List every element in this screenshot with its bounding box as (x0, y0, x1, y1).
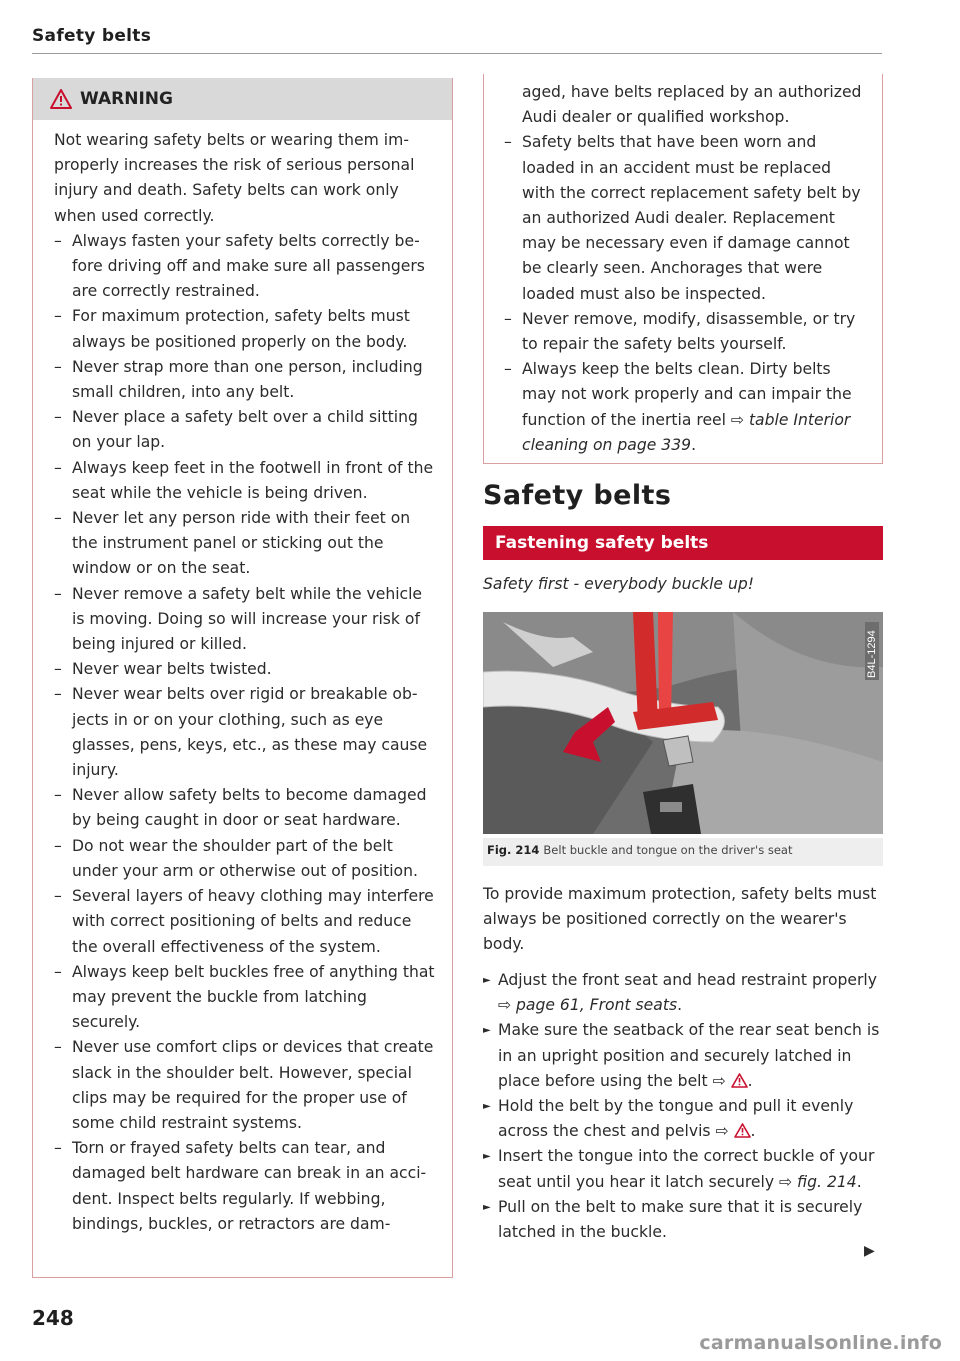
subsection-title (483, 526, 883, 560)
step-item (483, 1094, 883, 1144)
page-header: Safety belts (32, 26, 152, 46)
warning-item: – Torn or frayed safety belts can tear, and damaged belt hardware can break in an accident. Inspect belts regularly. If webbing, bindings, buckles, or retractors are dam- (54, 1136, 435, 1237)
warning-item: – Never remove a safety belt while the vehicle is moving. Doing so will increase your risk of being injured or killed. (54, 582, 435, 658)
instruction-steps (483, 968, 883, 1245)
intro-text: Safety first - everybody buckle up! (483, 575, 754, 593)
step-end: . (856, 1172, 862, 1191)
warning-item (504, 357, 868, 458)
warning-continued-text: aged, have belts replaced by an authorized Audi dealer or qualified workshop. (522, 83, 862, 127)
warning-title: WARNING (80, 89, 173, 109)
seatbelt-illustration (483, 612, 883, 834)
step-text: Adjust the front seat and head restraint properly (498, 971, 877, 989)
warning-item: – Safety belts that have been worn and loaded in an accident must be replaced with the correct replacement safety belt by an authorized Audi dealer. Replacement may be necessary even if damage cannot be clearly seen. Anchorages that were loaded must also be inspected. (504, 130, 868, 306)
warning-item: – Never remove, modify, disassemble, or try to repair the safety belts yourself. (504, 307, 868, 357)
section-title: Safety belts (483, 480, 672, 511)
warning-item: – Always keep belt buckles free of anything that may prevent the buckle from latching securely. (54, 960, 435, 1036)
warning-item: – Always keep feet in the footwell in front of the seat while the vehicle is being driven. (54, 456, 435, 506)
item-text: Always keep the belts clean. Dirty belts may not work properly and can impair the function of the inertia reel (522, 360, 852, 429)
header-rule (32, 53, 882, 54)
step-item (483, 1144, 883, 1194)
step-text: Insert the tongue into the correct buckle of your seat until you hear it latch securely (498, 1147, 875, 1191)
warning-box (32, 78, 453, 1278)
step-text: Make sure the seatback of the rear seat bench is in an upright position and securely latched in place before using the belt ⇨ (498, 1021, 880, 1090)
item-end: . (691, 435, 697, 454)
warning-continued-list (504, 130, 868, 458)
step-end: . (677, 996, 683, 1015)
cross-reference-link[interactable]: ⇨ page 61, Front seats (498, 996, 678, 1015)
warning-triangle-icon[interactable] (734, 1123, 751, 1138)
warning-triangle-icon (50, 89, 72, 109)
page-number: 248 (32, 1306, 74, 1330)
warning-item: – Always fasten your safety belts correctly before driving off and make sure all passengers are correctly restrained. (54, 229, 435, 305)
figure-label: Fig. 214 (487, 843, 540, 857)
warning-item: – Do not wear the shoulder part of the belt under your arm or otherwise out of position. (54, 834, 435, 884)
figure-caption-text: Belt buckle and tongue on the driver's seat (543, 843, 793, 857)
step-item (483, 1018, 883, 1094)
continue-arrow-icon: ▶ (864, 1243, 875, 1259)
warning-body (33, 120, 452, 1237)
warning-item: – Never wear belts over rigid or breakable objects in or on your clothing, such as eye glasses, pens, keys, etc., as these may cause injury. (54, 682, 435, 783)
warning-item: – Never let any person ride with their feet on the instrument panel or sticking out the window or on the seat. (54, 506, 435, 582)
warning-item: – Never allow safety belts to become damaged by being caught in door or seat hardware. (54, 783, 435, 833)
warning-continued-box (483, 74, 883, 464)
watermark: carmanualsonline.info (699, 1332, 942, 1354)
warning-item: – Never wear belts twisted. (54, 657, 435, 682)
step-item (483, 1195, 883, 1245)
warning-item: – Never place a safety belt over a child sitting on your lap. (54, 405, 435, 455)
cross-reference-link[interactable]: ⇨ table Interior cleaning on page 339 (522, 410, 851, 454)
cross-reference-link[interactable]: ⇨ fig. 214 (779, 1172, 857, 1191)
warning-item: – Never strap more than one person, including small children, into any belt. (54, 355, 435, 405)
step-end: . (750, 1122, 756, 1141)
subsection-title-text: Fastening safety belts (495, 533, 709, 553)
warning-list (54, 229, 435, 1237)
warning-triangle-icon[interactable] (731, 1073, 748, 1088)
step-text: Pull on the belt to make sure that it is securely latched in the buckle. (498, 1197, 863, 1242)
body-text: To provide maximum protection, safety belts must always be positioned correctly on the wearer's body. (483, 885, 877, 954)
warning-item: – For maximum protection, safety belts must always be positioned properly on the body. (54, 304, 435, 354)
warning-header (33, 78, 452, 120)
step-item (483, 968, 883, 1018)
warning-item: – Never use comfort clips or devices that create slack in the shoulder belt. However, special clips may be required for the proper use of some child restraint systems. (54, 1035, 435, 1136)
warning-intro: Not wearing safety belts or wearing them improperly increases the risk of serious personal injury and death. Safety belts can work only when used correctly. (54, 131, 415, 225)
step-end: . (747, 1071, 753, 1090)
figure-code: B4L-1294 (866, 630, 878, 678)
step-text: Hold the belt by the tongue and pull it evenly across the chest and pelvis ⇨ (498, 1097, 854, 1141)
figure-image (483, 612, 883, 834)
figure-caption (483, 838, 883, 866)
warning-item: – Several layers of heavy clothing may interfere with correct positioning of belts and reduce the overall effectiveness of the system. (54, 884, 435, 960)
